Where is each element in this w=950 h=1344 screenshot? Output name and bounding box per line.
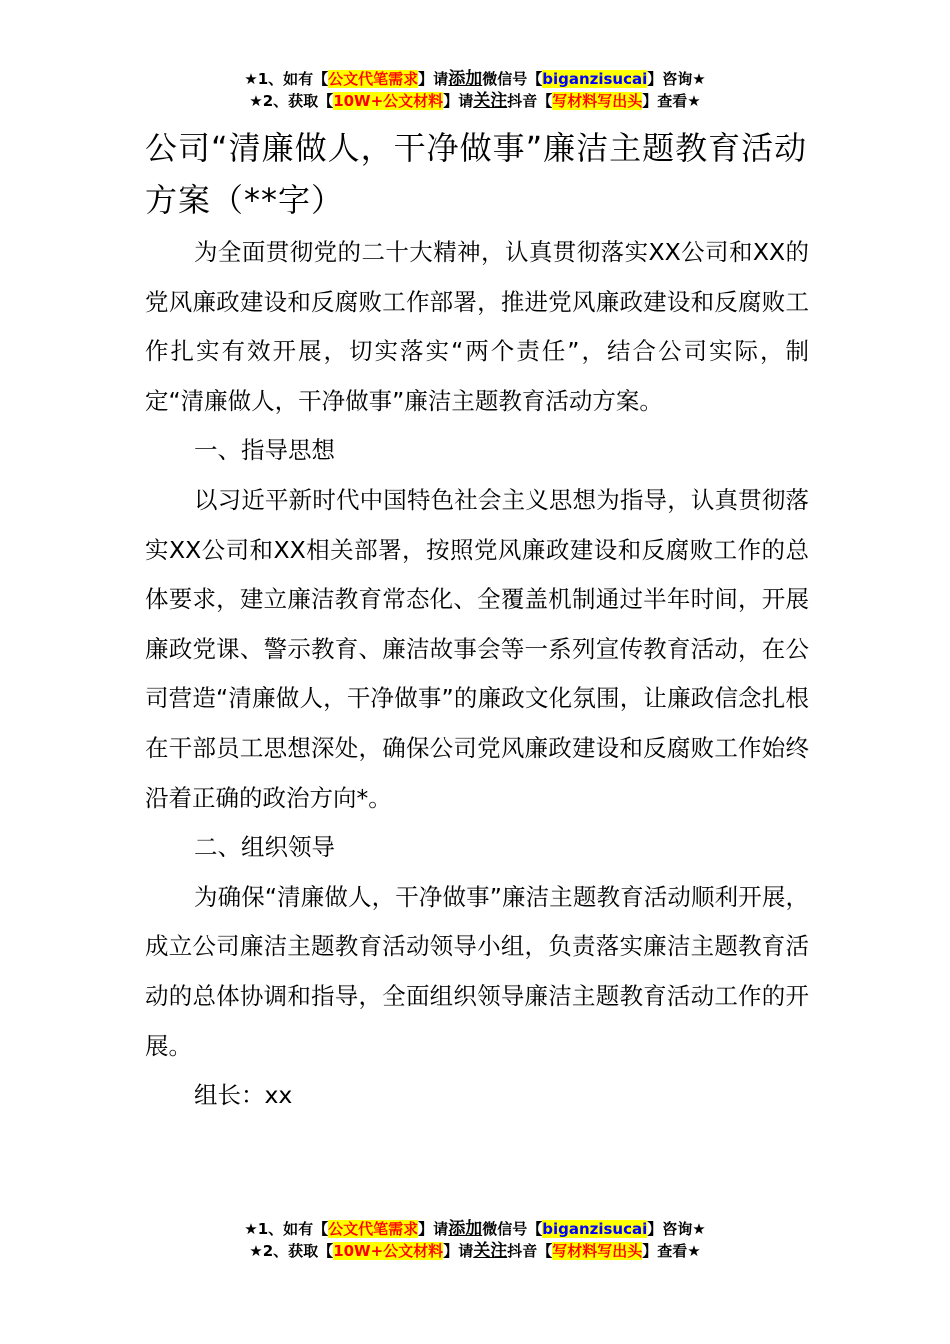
- star-icon: ★: [244, 70, 258, 88]
- banner-line-1: [0, 1218, 950, 1240]
- banner-emphasis: 关注: [473, 91, 508, 111]
- star-icon: ★: [249, 1242, 263, 1260]
- highlight-materials: 10W+公文材料: [333, 1242, 444, 1260]
- star-icon: ★: [244, 1220, 258, 1238]
- document-title: 公司“清廉做人，干净做事”廉洁主题教育活动方案（**字）: [145, 129, 808, 219]
- section-paragraph-guiding-ideology: 以习近平新时代中国特色社会主义思想为指导，认真贯彻落实XX公司和XX相关部署，按照党风廉政建设和反腐败工作的总体要求，建立廉洁教育常态化、全覆盖机制通过半年时间，开展廉政党课、警示教育、廉洁故事会等一系列宣传教育活动，在公司营造“清廉做人，干净做事”的廉政文化氛围，让廉政信念扎根在干部员工思想深处，确保公司党风廉政建设和反腐败工作始终沿着正确的政治方向*。: [145, 485, 809, 812]
- banner-text: 1、如有【: [257, 70, 329, 88]
- banner-emphasis: 添加: [448, 69, 483, 89]
- banner-text: 】请: [443, 1242, 474, 1260]
- document-body: [145, 122, 809, 1121]
- banner-emphasis: 关注: [473, 1241, 508, 1261]
- section-heading-organization: 二、组织领导: [194, 833, 335, 862]
- banner-text: 抖音【: [507, 1242, 553, 1260]
- section-paragraph-organization: 为确保“清廉做人，干净做事”廉洁主题教育活动顺利开展，成立公司廉洁主题教育活动领导小组，负责落实廉洁主题教育活动的总体协调和指导，全面组织领导廉洁主题教育活动工作的开展。: [145, 882, 809, 1060]
- banner-text: 】查看★: [642, 1242, 701, 1260]
- section-heading-guiding-ideology: 一、指导思想: [194, 436, 335, 465]
- banner-text: 2、获取【: [262, 1242, 334, 1260]
- bottom-banner: [0, 1218, 950, 1262]
- banner-text: 】咨询★: [647, 70, 706, 88]
- top-banner: [0, 68, 950, 112]
- intro-paragraph: 为全面贯彻党的二十大精神，认真贯彻落实XX公司和XX的党风廉政建设和反腐败工作部署，推进党风廉政建设和反腐败工作扎实有效开展，切实落实“两个责任”，结合公司实际，制定“清廉做人，干净做事”廉洁主题教育活动方案。: [145, 238, 809, 415]
- banner-text: 微信号【: [482, 1220, 543, 1238]
- banner-line-2: [0, 1240, 950, 1262]
- star-icon: ★: [249, 92, 263, 110]
- banner-text: 1、如有【: [257, 1220, 329, 1238]
- highlight-materials: 10W+公文材料: [333, 92, 444, 110]
- banner-text: 抖音【: [507, 92, 553, 110]
- banner-emphasis: 添加: [448, 1219, 483, 1239]
- banner-text: 】请: [443, 92, 474, 110]
- banner-text: 】咨询★: [647, 1220, 706, 1238]
- wechat-id: biganzisucai: [542, 70, 648, 88]
- banner-text: 】请: [418, 70, 449, 88]
- wechat-id: biganzisucai: [542, 1220, 648, 1238]
- douyin-account: 写材料写出头: [552, 1242, 643, 1260]
- banner-text: 】请: [418, 1220, 449, 1238]
- banner-text: 】查看★: [642, 92, 701, 110]
- banner-text: 2、获取【: [262, 92, 334, 110]
- leader-line: 组长：xx: [194, 1081, 293, 1110]
- highlight-service: 公文代笔需求: [328, 1220, 419, 1238]
- banner-line-1: [0, 68, 950, 90]
- banner-line-2: [0, 90, 950, 112]
- banner-text: 微信号【: [482, 70, 543, 88]
- douyin-account: 写材料写出头: [552, 92, 643, 110]
- highlight-service: 公文代笔需求: [328, 70, 419, 88]
